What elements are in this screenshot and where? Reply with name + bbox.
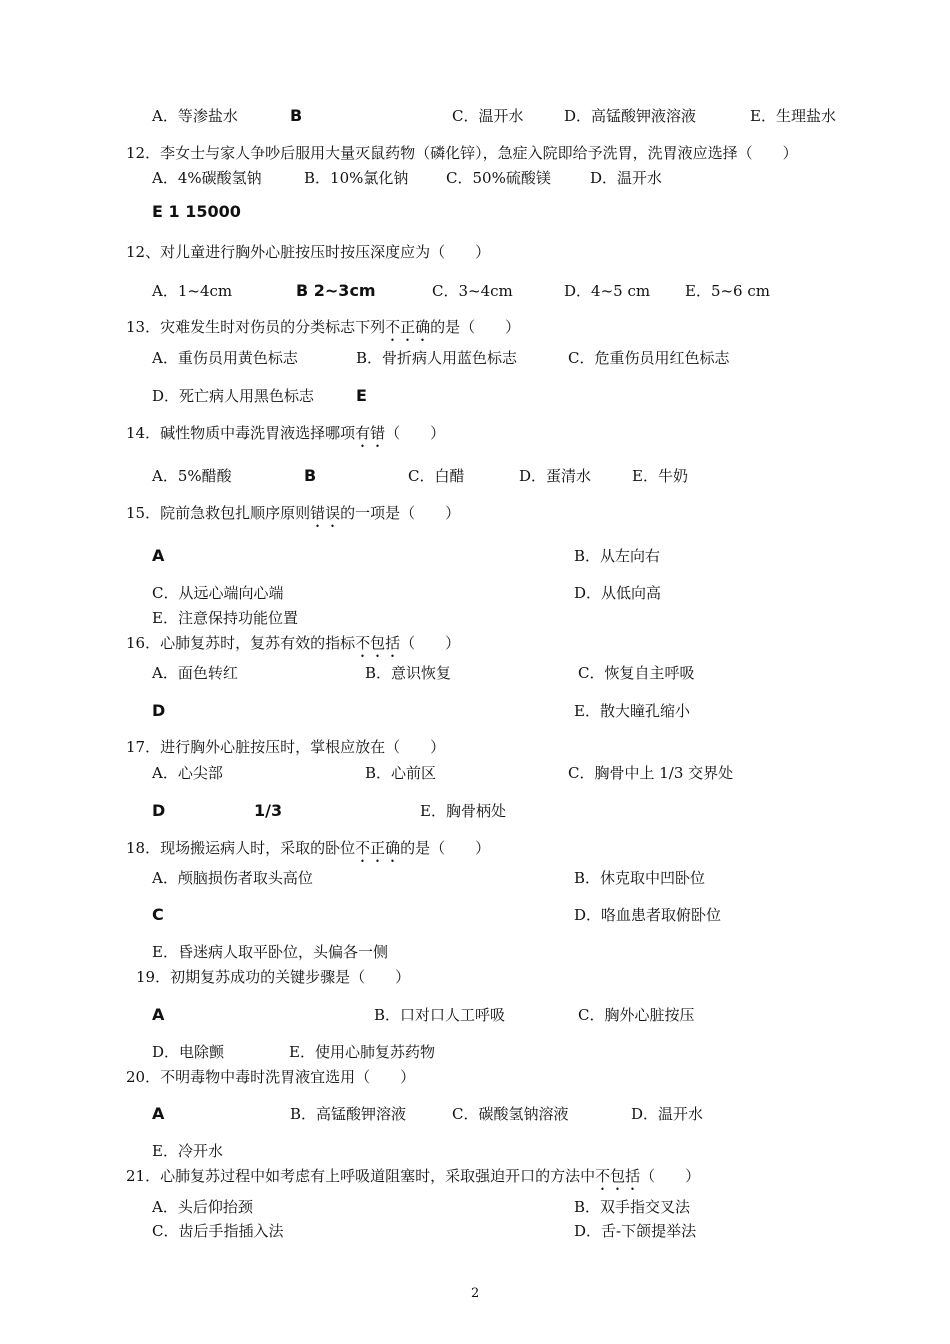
emphasis-text: 不正确 [385, 318, 431, 336]
option-text: B．高锰酸钾溶液 [290, 1105, 407, 1123]
question-text: 21．心肺复苏过程中如考虑有上呼吸道阻塞时，采取强迫开口的方法中 [126, 1167, 596, 1185]
option-text: A．重伤员用黄色标志 [152, 349, 298, 367]
question-text: 14．碱性物质中毒洗胃液选择哪项 [126, 424, 356, 442]
option-text: C．恢复自主呼吸 [578, 664, 695, 682]
question-20: 20．不明毒物中毒时洗胃液宜选用（ ） [126, 1068, 416, 1086]
option-text: C．碳酸氢钠溶液 [452, 1105, 569, 1123]
option-text: E．昏迷病人取平卧位，头偏各一侧 [152, 943, 388, 961]
option-text: B．意识恢复 [365, 664, 452, 682]
question-text: 15．院前急救包扎顺序原则 [126, 504, 311, 522]
option-text: D．从低向高 [574, 584, 662, 602]
option-text: A．心尖部 [152, 764, 223, 782]
question-16 [126, 633, 460, 661]
answer-mark: B [304, 466, 317, 485]
question-18 [126, 838, 490, 866]
emphasis-text: 不包括 [595, 1167, 641, 1185]
option-text: E．牛奶 [632, 467, 688, 485]
question-text: 13．灾难发生时对伤员的分类标志下列 [126, 318, 386, 336]
emphasis-text: 不包括 [355, 634, 401, 652]
question-text: 的一项是（ ） [340, 504, 461, 522]
question-text: （ ） [385, 424, 446, 442]
option-text: E．5~6 cm [685, 282, 770, 300]
option-text: C．齿后手指插入法 [152, 1222, 284, 1240]
emphasis-text: 不正确 [355, 839, 401, 857]
question-text: 16．心肺复苏时，复苏有效的指标 [126, 634, 356, 652]
option-text: E．使用心肺复苏药物 [289, 1043, 435, 1061]
question-12a: 12．李女士与家人争吵后服用大量灭鼠药物（磷化锌），急症入院即给予洗胃，洗胃液应选择（ ） [126, 144, 798, 162]
option-text: C．胸外心脏按压 [578, 1006, 695, 1024]
question-14 [126, 423, 445, 451]
answer-mark: D [152, 701, 166, 720]
option-text: A．4%碳酸氢钠 [152, 169, 262, 187]
option-text: B．从左向右 [574, 547, 661, 565]
option-text: C．从远心端向心端 [152, 584, 284, 602]
option-text: E．注意保持功能位置 [152, 609, 298, 627]
option-text: C．温开水 [452, 107, 524, 125]
option-text: C．危重伤员用红色标志 [568, 349, 730, 367]
answer-mark: D [152, 801, 166, 820]
answer-mark: E 1 15000 [152, 202, 241, 221]
question-text: （ ） [640, 1167, 701, 1185]
question-13 [126, 317, 520, 345]
option-text: A．头后仰抬颈 [152, 1198, 253, 1216]
option-text: A．颅脑损伤者取头高位 [152, 869, 313, 887]
option-text: D．4~5 cm [564, 282, 651, 300]
option-text: B．休克取中凹卧位 [574, 869, 706, 887]
question-text: （ ） [400, 634, 461, 652]
option-text: A．5%醋酸 [152, 467, 232, 485]
emphasis-text: 错误 [310, 504, 341, 522]
option-text: A．1~4cm [152, 282, 233, 300]
answer-mark: E [356, 386, 367, 405]
option-text: C．3~4cm [432, 282, 513, 300]
option-text: E．胸骨柄处 [420, 802, 506, 820]
answer-mark: A [152, 1104, 165, 1123]
option-text: B．骨折病人用蓝色标志 [356, 349, 518, 367]
option-text: D．电除颤 [152, 1043, 225, 1061]
option-text: E．冷开水 [152, 1142, 223, 1160]
answer-mark: A [152, 1005, 165, 1024]
option-text: D．温开水 [590, 169, 663, 187]
question-19: 19．初期复苏成功的关键步骤是（ ） [136, 968, 411, 986]
question-12b: 12、对儿童进行胸外心脏按压时按压深度应为（ ） [126, 243, 491, 261]
option-text: D．蛋清水 [519, 467, 592, 485]
option-text: B．双手指交叉法 [574, 1198, 691, 1216]
question-17: 17．进行胸外心脏按压时，掌根应放在（ ） [126, 738, 446, 756]
question-text: 18．现场搬运病人时，采取的卧位 [126, 839, 356, 857]
emphasis-text: 有错 [355, 424, 386, 442]
answer-mark: A [152, 546, 165, 565]
option-text: C．白醋 [408, 467, 465, 485]
option-text: A．等渗盐水 [152, 107, 238, 125]
option-text: D．舌-下颌提举法 [574, 1222, 697, 1240]
option-text: B．10%氯化钠 [304, 169, 409, 187]
page-number: 2 [471, 1286, 480, 1301]
option-text: B．口对口人工呼吸 [374, 1006, 506, 1024]
answer-mark: B 2~3cm [296, 281, 376, 300]
question-21 [126, 1166, 700, 1194]
option-text: A．面色转红 [152, 664, 238, 682]
option-text: B．心前区 [365, 764, 437, 782]
option-text: D．死亡病人用黑色标志 [152, 387, 315, 405]
question-text: 的是（ ） [400, 839, 491, 857]
answer-mark: B [290, 106, 303, 125]
option-text: D．温开水 [631, 1105, 704, 1123]
answer-mark: C [152, 905, 164, 924]
option-text: E．散大瞳孔缩小 [574, 702, 690, 720]
question-text: 的是（ ） [430, 318, 521, 336]
option-text: C．胸骨中上 1/3 交界处 [568, 764, 734, 782]
option-text: C．50%硫酸镁 [446, 169, 551, 187]
option-text: D．高锰酸钾液溶液 [564, 107, 697, 125]
answer-mark: 1/3 [254, 801, 283, 820]
option-text: E．生理盐水 [750, 107, 836, 125]
question-15 [126, 503, 460, 531]
option-text: D．咯血患者取俯卧位 [574, 906, 722, 924]
